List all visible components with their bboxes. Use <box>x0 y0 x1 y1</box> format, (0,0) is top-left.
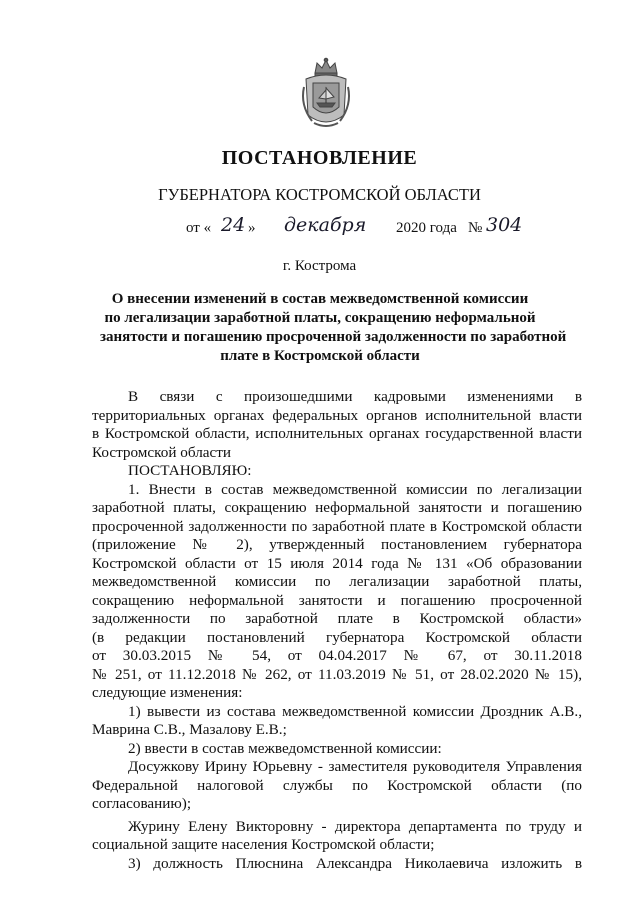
date-month-handwritten: декабря <box>284 214 367 236</box>
item-1-line: Маврина С.В., Мазалову Е.В.; <box>92 721 287 738</box>
paragraph-1-line: от 30.03.2015 № 54, от 04.04.2017 № 67, от 30.11.2018 <box>92 647 582 664</box>
person-2-line: Журину Елену Викторовну - директора департамента по труду и <box>128 817 582 835</box>
person-1-line: Федеральной налоговой службы по Костромской области (по <box>92 776 582 794</box>
person-1-line: Досужкову Ирину Юрьевну - заместителя руководителя Управления <box>128 758 582 775</box>
number-sign: № <box>468 220 483 236</box>
document-title <box>100 290 567 366</box>
date-day-handwritten: 24 <box>221 214 246 236</box>
paragraph-1-line: задолженности по заработной плате в Костромской области» <box>92 610 582 627</box>
title-line: плате в Костромской области <box>220 348 420 364</box>
item-1-line: 1) вывести из состава межведомственной комиссии Дроздник А.В., <box>128 702 582 720</box>
person-1-line: согласованию); <box>92 795 192 812</box>
issuer-heading: ГУБЕРНАТОРА КОСТРОМСКОЙ ОБЛАСТИ <box>158 185 481 204</box>
item-2-line: 2) ввести в состав межведомственной комиссии: <box>128 739 442 757</box>
document-type-heading: ПОСТАНОВЛЕНИЕ <box>221 147 418 169</box>
paragraph-1-line: (в редакции постановлений губернатора Костромской области <box>92 628 582 646</box>
paragraph-1-line: заработной платы, сокращению неформальной занятости и погашению <box>92 499 582 516</box>
coat-of-arms-emblem <box>298 57 354 133</box>
paragraph-1-line: (приложение № 2), утвержденный постановлением губернатора <box>92 536 582 553</box>
paragraph-1-line: сокращению неформальной занятости и погашению просроченной <box>92 591 582 609</box>
paragraph-1-line: просроченной задолженности по заработной плате в Костромской области <box>92 517 582 535</box>
person-2-line: социальной защите населения Костромской области; <box>92 836 435 853</box>
title-line: занятости и погашению просроченной задолженности по заработной <box>100 329 567 345</box>
item-3-line: 3) должность Плюснина Александра Николаевича изложить в <box>128 854 582 872</box>
paragraph-1-line: 1. Внести в состав межведомственной комиссии по легализации <box>128 480 582 498</box>
city-line: г. Кострома <box>282 258 357 274</box>
paragraph-1-line: Костромской области от 15 июля 2014 года № 131 «Об образовании <box>92 554 582 572</box>
title-line: О внесении изменений в состав межведомственной комиссии <box>111 291 529 307</box>
date-year: 2020 года <box>396 220 457 236</box>
paragraph-1-line: межведомственной комиссии по легализации заработной платы, <box>92 573 582 590</box>
intro-line: В связи с произошедшими кадровыми изменениями в <box>128 388 582 405</box>
title-line: по легализации заработной платы, сокращению неформальной <box>104 310 536 326</box>
date-prefix: от « <box>186 220 212 236</box>
intro-line: в Костромской области, исполнительных органах государственной власти <box>92 425 582 442</box>
document-number-handwritten: 304 <box>486 214 523 236</box>
paragraph-1-line: № 251, от 11.12.2018 № 262, от 11.03.2019 № 51, от 28.02.2020 № 15), <box>92 665 582 683</box>
paragraph-1-line: следующие изменения: <box>92 684 243 701</box>
intro-line: Костромской области <box>92 443 232 461</box>
date-quote-close: » <box>248 220 256 236</box>
document-body <box>92 388 582 873</box>
resolve-line: ПОСТАНОВЛЯЮ: <box>128 462 252 479</box>
intro-line: территориальных органах федеральных органов исполнительной власти <box>92 406 582 424</box>
